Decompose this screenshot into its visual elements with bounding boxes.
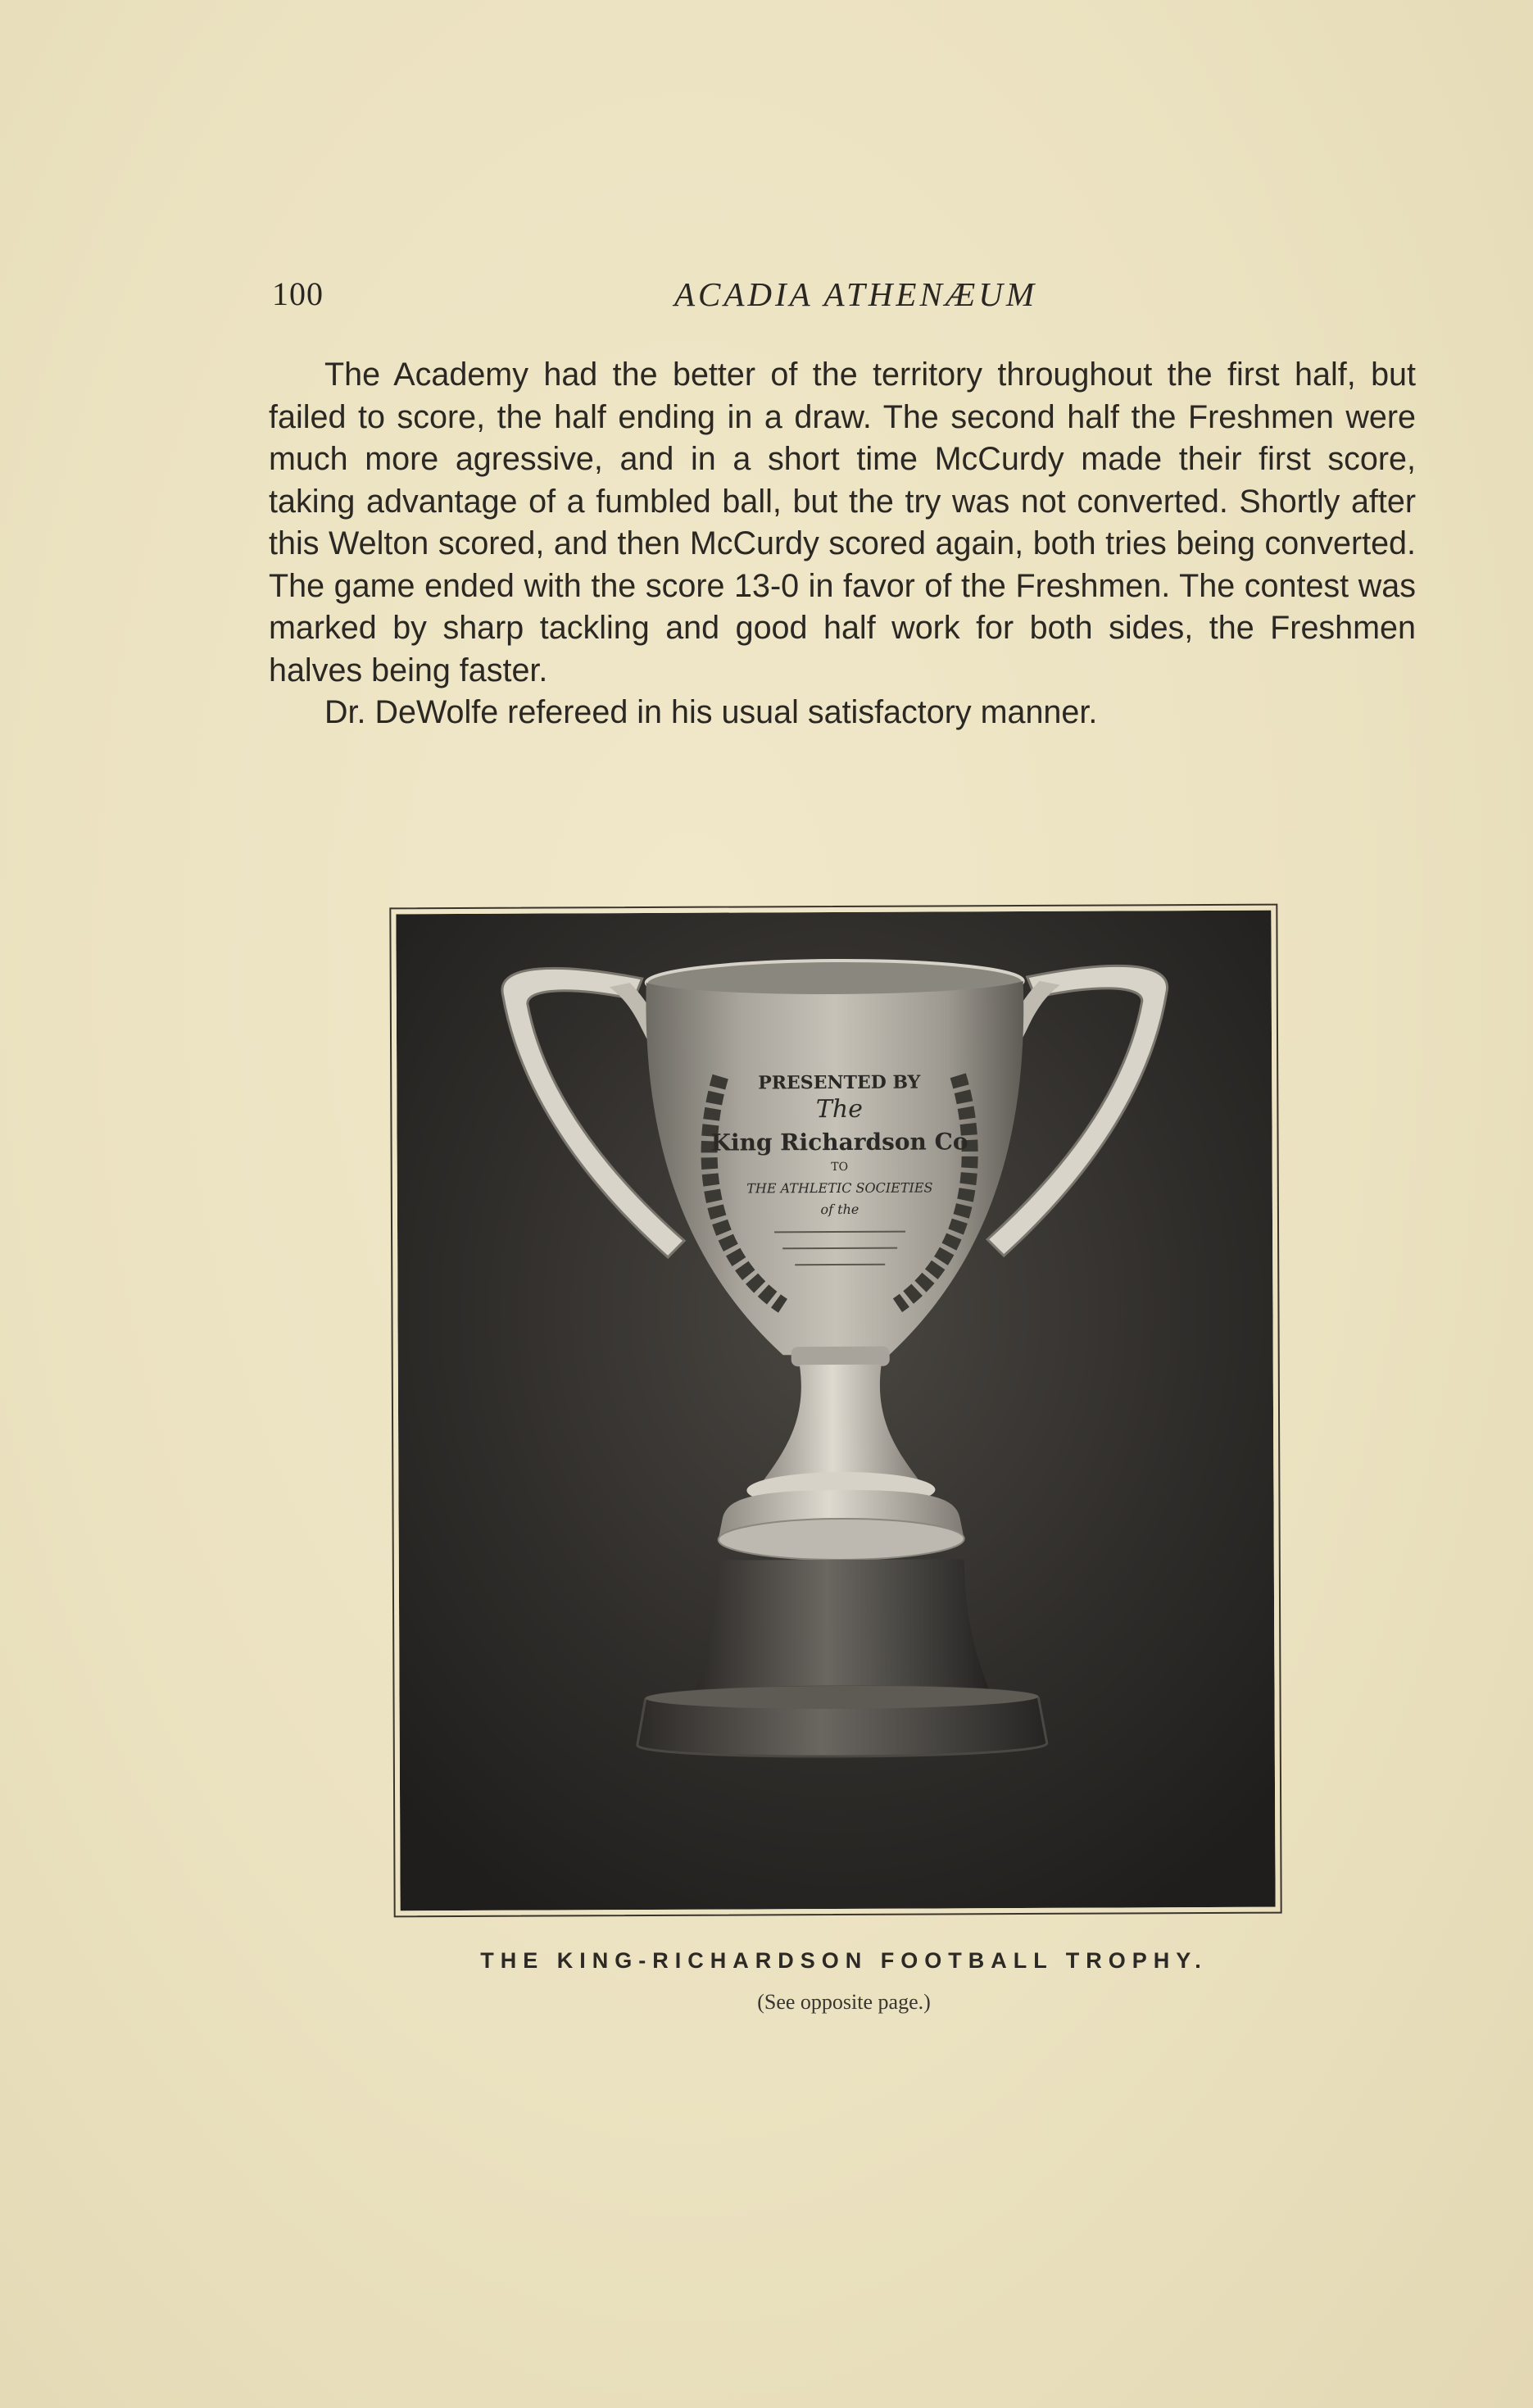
paragraph: The Academy had the better of the territory throughout the first half, but failed to score, the half ending in a draw. The second half the Freshmen were much more agressive, and in a short time McCurdy made their first score, taking advantage of a fumbled ball, but the try was not converted. Shortly after this Welton scored, and then McCurdy scored again, both tries being converted. The game ended with the score 13-0 in favor of the Freshmen. The contest was marked by sharp tackling and good half work for both sides, the Freshmen halves being faster. xyxy=(269,357,1416,688)
engraving-line-6: of the xyxy=(820,1201,859,1218)
running-title: ACADIA ATHENÆUM xyxy=(674,275,1038,313)
engraving-line-2: The xyxy=(815,1094,864,1124)
engraving-line-1: PRESENTED BY xyxy=(758,1071,921,1094)
engraving-line-3: King Richardson Co xyxy=(710,1128,968,1156)
figure-caption: THE KING-RICHARDSON FOOTBALL TROPHY. xyxy=(480,1948,1208,1973)
page-header xyxy=(272,275,1415,324)
trophy-image xyxy=(396,911,1275,1911)
trophy-photograph xyxy=(389,904,1281,1918)
engraving-line-4: TO xyxy=(831,1160,849,1174)
article-body xyxy=(269,354,1416,734)
paragraph: Dr. DeWolfe refereed in his usual satisfactory manner. xyxy=(324,694,1098,730)
figure-subcaption: (See opposite page.) xyxy=(757,1990,931,2014)
engraving-line-5: THE ATHLETIC SOCIETIES xyxy=(746,1179,933,1197)
page-number: 100 xyxy=(272,275,324,312)
